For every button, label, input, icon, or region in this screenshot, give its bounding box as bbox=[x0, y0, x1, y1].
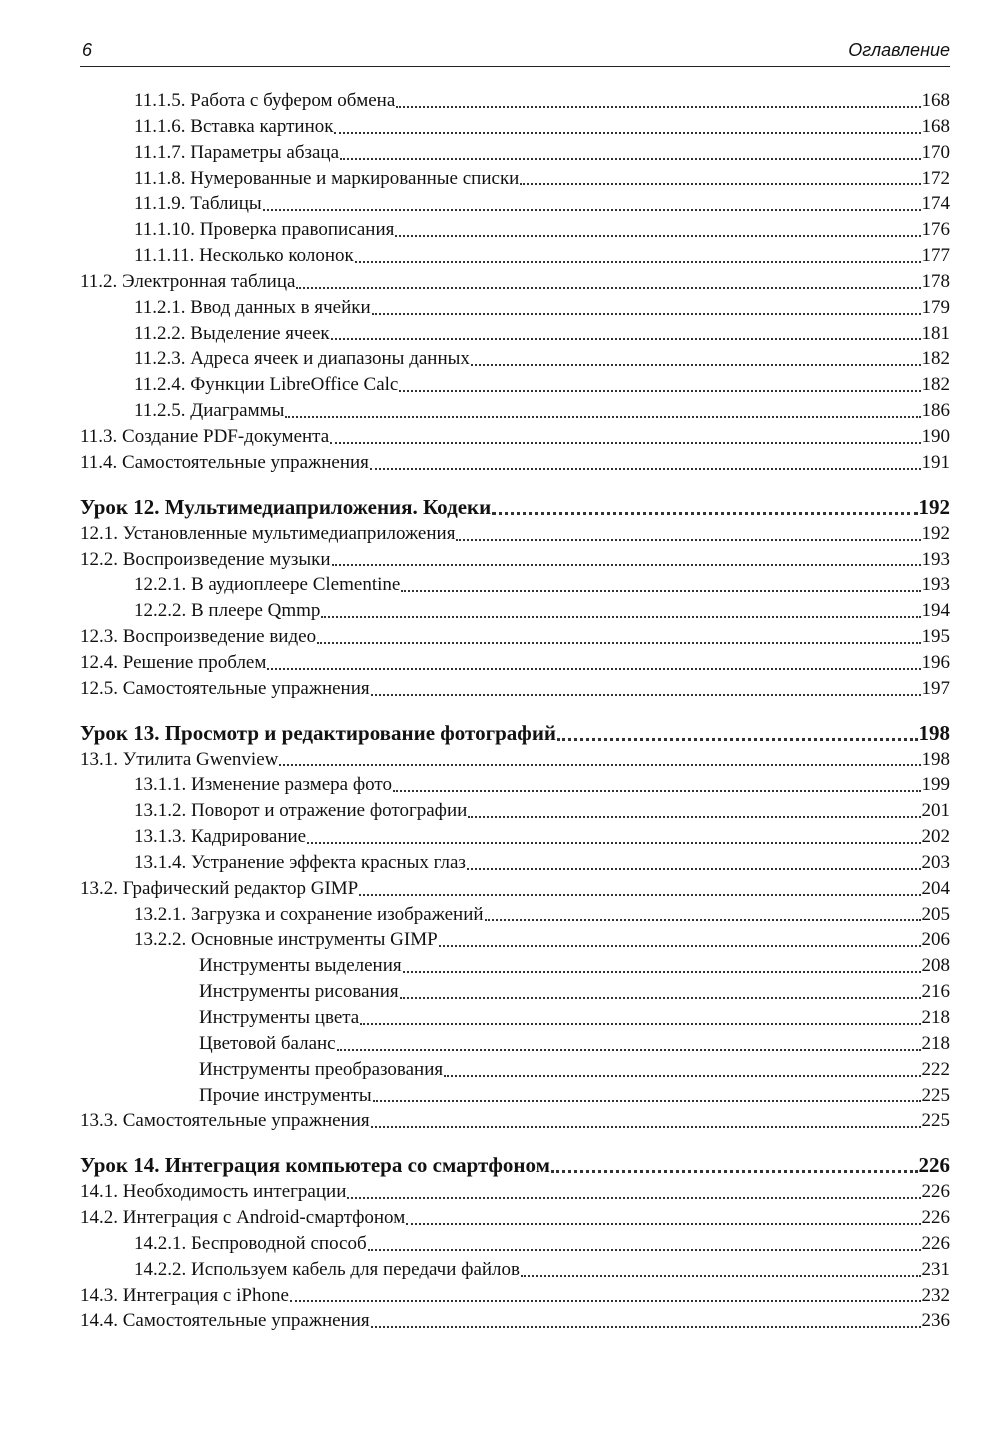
toc-entry-title: 13.2.1. Загрузка и сохранение изображений bbox=[134, 903, 484, 925]
toc-entry-title: 11.2.5. Диаграммы bbox=[134, 400, 285, 422]
toc-entry-page: 205 bbox=[921, 903, 950, 925]
toc-entry-page: 168 bbox=[921, 115, 950, 137]
toc-entry-title: Урок 13. Просмотр и редактирование фотографий bbox=[80, 720, 557, 745]
toc-entry-title: 12.2.1. В аудиоплеере Clementine bbox=[134, 574, 401, 596]
toc-entry-title: Прочие инструменты bbox=[199, 1084, 372, 1106]
dot-leader bbox=[521, 1274, 920, 1277]
section-title: Оглавление bbox=[848, 40, 950, 60]
toc-entry-page: 208 bbox=[921, 955, 950, 977]
toc-entry[interactable] bbox=[80, 1205, 950, 1231]
dot-leader bbox=[368, 1248, 921, 1251]
dot-leader bbox=[267, 667, 920, 670]
dot-leader bbox=[355, 260, 921, 263]
dot-leader bbox=[492, 511, 917, 515]
toc-entry-title: 13.2.2. Основные инструменты GIMP bbox=[134, 929, 438, 951]
toc-entry[interactable] bbox=[80, 850, 950, 876]
toc-entry-page: 193 bbox=[921, 574, 950, 596]
toc-entry[interactable] bbox=[80, 772, 950, 798]
toc-entry-title: 14.1. Необходимость интеграции bbox=[80, 1181, 347, 1203]
toc-entry-title: 11.1.8. Нумерованные и маркированные списки bbox=[134, 167, 520, 189]
dot-leader bbox=[307, 841, 920, 844]
toc-entry-page: 186 bbox=[921, 400, 950, 422]
dot-leader bbox=[371, 1125, 921, 1128]
toc-entry[interactable] bbox=[80, 1108, 950, 1134]
toc-entry[interactable] bbox=[80, 676, 950, 702]
toc-entry[interactable] bbox=[80, 1057, 950, 1083]
toc-entry-page: 192 bbox=[918, 494, 950, 519]
dot-leader bbox=[371, 1325, 921, 1328]
toc-entry-page: 193 bbox=[921, 548, 950, 570]
toc-entry-title: 11.2.1. Ввод данных в ячейки bbox=[134, 296, 371, 318]
toc-entry-title: 14.4. Самостоятельные упражнения bbox=[80, 1310, 370, 1332]
toc-entry[interactable] bbox=[80, 114, 950, 140]
toc-entry[interactable] bbox=[80, 1308, 950, 1334]
toc-entry-page: 236 bbox=[921, 1310, 950, 1332]
toc-entry-page: 231 bbox=[921, 1258, 950, 1280]
toc-entry[interactable] bbox=[80, 1257, 950, 1283]
toc-entry-page: 232 bbox=[921, 1284, 950, 1306]
toc-entry-title: 11.2.3. Адреса ячеек и диапазоны данных bbox=[134, 348, 470, 370]
toc-entry[interactable] bbox=[80, 521, 950, 547]
toc-entry-title: 13.1.3. Кадрирование bbox=[134, 826, 307, 848]
toc-entry[interactable] bbox=[80, 424, 950, 450]
toc-entry[interactable] bbox=[80, 824, 950, 850]
dot-leader bbox=[551, 1169, 918, 1173]
toc-entry-title: 13.1. Утилита Gwenview bbox=[80, 748, 279, 770]
toc-entry-title: 14.2.1. Беспроводной способ bbox=[134, 1232, 367, 1254]
toc-entry-page: 168 bbox=[921, 90, 950, 111]
toc-entry[interactable] bbox=[80, 295, 950, 321]
toc-entry-title: 12.4. Решение проблем bbox=[80, 651, 267, 673]
toc-entry[interactable] bbox=[80, 398, 950, 424]
dot-leader bbox=[520, 182, 920, 185]
toc-entry-page: 218 bbox=[921, 1007, 950, 1028]
dot-leader bbox=[359, 893, 920, 896]
toc-entry-page: 226 bbox=[921, 1232, 950, 1254]
toc-entry-title: Цветовой баланс bbox=[199, 1032, 336, 1054]
dot-leader bbox=[439, 944, 921, 947]
dot-leader bbox=[373, 1099, 921, 1102]
running-header bbox=[80, 38, 950, 67]
toc-entry[interactable] bbox=[80, 269, 950, 295]
dot-leader bbox=[557, 737, 917, 741]
toc-entry[interactable] bbox=[80, 140, 950, 166]
dot-leader bbox=[263, 208, 921, 211]
toc-entry-title: Урок 12. Мультимедиаприложения. Кодеки bbox=[80, 494, 492, 519]
toc-entry-page: 203 bbox=[921, 851, 950, 873]
dot-leader bbox=[332, 563, 921, 566]
toc-entry[interactable] bbox=[80, 1031, 950, 1057]
toc-entry-page: 202 bbox=[921, 826, 950, 848]
toc-entry[interactable] bbox=[80, 798, 950, 824]
toc-entry-title: 11.1.7. Параметры абзаца bbox=[134, 141, 340, 163]
toc-entry[interactable] bbox=[80, 876, 950, 902]
dot-leader bbox=[360, 1022, 920, 1025]
toc-entry-title: 13.3. Самостоятельные упражнения bbox=[80, 1110, 370, 1132]
toc-entry-title: 11.2. Электронная таблица bbox=[80, 270, 296, 292]
toc-entry[interactable] bbox=[80, 598, 950, 624]
dot-leader bbox=[456, 538, 920, 541]
dot-leader bbox=[290, 1299, 921, 1302]
dot-leader bbox=[370, 467, 921, 470]
toc-entry-page: 177 bbox=[921, 245, 950, 267]
toc-entry-title: 14.2. Интеграция с Android-смартфоном bbox=[80, 1207, 406, 1229]
toc-entry-page: 222 bbox=[921, 1058, 950, 1080]
toc-entry[interactable] bbox=[80, 902, 950, 928]
toc-entry[interactable] bbox=[80, 166, 950, 192]
toc-entry[interactable] bbox=[80, 191, 950, 217]
dot-leader bbox=[330, 441, 920, 444]
toc-entry[interactable] bbox=[80, 1231, 950, 1257]
toc-entry-page: 181 bbox=[921, 322, 950, 344]
toc-entry-page: 192 bbox=[921, 522, 950, 544]
toc-entry-title: 11.4. Самостоятельные упражнения bbox=[80, 451, 369, 473]
toc-entry-title: 13.1.2. Поворот и отражение фотографии bbox=[134, 800, 468, 822]
toc-entry-title: Инструменты преобразования bbox=[199, 1058, 444, 1080]
dot-leader bbox=[403, 970, 921, 973]
dot-leader bbox=[371, 693, 921, 696]
toc-entry[interactable] bbox=[80, 88, 950, 114]
toc-entry-title: 11.1.10. Проверка правописания bbox=[134, 219, 395, 241]
dot-leader bbox=[444, 1074, 920, 1077]
dot-leader bbox=[337, 1048, 921, 1051]
toc-entry[interactable] bbox=[80, 346, 950, 372]
toc-entry-title: 14.3. Интеграция с iPhone bbox=[80, 1284, 289, 1306]
dot-leader bbox=[285, 415, 920, 418]
toc-entry-title: 14.2.2. Используем кабель для передачи файлов bbox=[134, 1258, 521, 1280]
toc-entry[interactable] bbox=[80, 747, 950, 773]
toc-entry-title: 13.2. Графический редактор GIMP bbox=[80, 877, 359, 899]
toc-entry-title: 11.1.11. Несколько колонок bbox=[134, 245, 354, 267]
toc-entry-page: 225 bbox=[921, 1084, 950, 1106]
toc-chapter-entry[interactable] bbox=[80, 1151, 950, 1179]
toc-entry[interactable] bbox=[80, 547, 950, 573]
toc-chapter-entry[interactable] bbox=[80, 719, 950, 747]
toc-entry-page: 218 bbox=[921, 1032, 950, 1054]
toc-entry[interactable] bbox=[80, 1283, 950, 1309]
toc-entry-page: 198 bbox=[921, 748, 950, 770]
toc-entry-title: 12.5. Самостоятельные упражнения bbox=[80, 677, 370, 699]
toc-entry[interactable] bbox=[80, 243, 950, 269]
toc-entry-page: 176 bbox=[921, 219, 950, 241]
dot-leader bbox=[331, 337, 921, 340]
toc-entry-title: 11.2.2. Выделение ячеек bbox=[134, 322, 330, 344]
toc-entry-title: Урок 14. Интеграция компьютера со смартфоном bbox=[80, 1153, 550, 1178]
toc-entry[interactable] bbox=[80, 572, 950, 598]
toc-entry-title: 11.1.5. Работа с буфером обмена bbox=[134, 90, 396, 111]
dot-leader bbox=[471, 363, 921, 366]
dot-leader bbox=[400, 996, 921, 999]
dot-leader bbox=[321, 615, 920, 618]
dot-leader bbox=[399, 389, 920, 392]
dot-leader bbox=[467, 867, 921, 870]
toc-entry-page: 204 bbox=[921, 877, 950, 899]
toc-entry-title: 12.1. Установленные мультимедиаприложения bbox=[80, 522, 456, 544]
table-of-contents bbox=[80, 88, 950, 1334]
toc-entry-page: 182 bbox=[921, 374, 950, 396]
toc-entry-page: 197 bbox=[921, 677, 950, 699]
toc-entry-title: 12.3. Воспроизведение видео bbox=[80, 626, 317, 648]
toc-entry-title: 13.1.1. Изменение размера фото bbox=[134, 774, 392, 796]
toc-entry-page: 191 bbox=[921, 451, 950, 473]
toc-entry[interactable] bbox=[80, 624, 950, 650]
toc-entry-page: 190 bbox=[921, 425, 950, 447]
toc-entry-page: 198 bbox=[918, 720, 950, 745]
toc-entry[interactable] bbox=[80, 1005, 950, 1031]
toc-entry[interactable] bbox=[80, 450, 950, 476]
toc-entry-page: 174 bbox=[921, 193, 950, 215]
dot-leader bbox=[372, 312, 921, 315]
dot-leader bbox=[406, 1222, 920, 1225]
toc-entry-page: 226 bbox=[921, 1207, 950, 1229]
toc-entry-page: 195 bbox=[921, 626, 950, 648]
toc-entry-page: 206 bbox=[921, 929, 950, 951]
toc-entry-title: 11.3. Создание PDF-документа bbox=[80, 425, 330, 447]
toc-entry[interactable] bbox=[80, 321, 950, 347]
toc-entry[interactable] bbox=[80, 927, 950, 953]
toc-entry-page: 201 bbox=[921, 800, 950, 822]
toc-entry-title: Инструменты выделения bbox=[199, 955, 402, 977]
dot-leader bbox=[395, 234, 920, 237]
toc-entry[interactable] bbox=[80, 979, 950, 1005]
toc-entry-page: 196 bbox=[921, 651, 950, 673]
toc-entry-page: 170 bbox=[921, 141, 950, 163]
dot-leader bbox=[279, 763, 920, 766]
toc-entry-title: 13.1.4. Устранение эффекта красных глаз bbox=[134, 851, 466, 873]
toc-entry-page: 178 bbox=[921, 270, 950, 292]
toc-entry-page: 216 bbox=[921, 981, 950, 1003]
toc-entry-title: 12.2. Воспроизведение музыки bbox=[80, 548, 331, 570]
dot-leader bbox=[317, 641, 920, 644]
toc-entry-title: 11.2.4. Функции LibreOffice Calc bbox=[134, 374, 399, 396]
dot-leader bbox=[393, 789, 921, 792]
dot-leader bbox=[468, 815, 920, 818]
toc-entry-title: Инструменты рисования bbox=[199, 981, 399, 1003]
toc-entry[interactable] bbox=[80, 650, 950, 676]
dot-leader bbox=[396, 105, 920, 108]
toc-entry[interactable] bbox=[80, 372, 950, 398]
toc-entry-page: 179 bbox=[921, 296, 950, 318]
toc-entry[interactable] bbox=[80, 217, 950, 243]
dot-leader bbox=[347, 1196, 920, 1199]
toc-entry-page: 225 bbox=[921, 1110, 950, 1132]
toc-entry[interactable] bbox=[80, 953, 950, 979]
toc-entry[interactable] bbox=[80, 1179, 950, 1205]
page-number: 6 bbox=[82, 40, 93, 60]
dot-leader bbox=[401, 589, 920, 592]
dot-leader bbox=[296, 286, 920, 289]
dot-leader bbox=[334, 131, 920, 134]
toc-entry-page: 226 bbox=[921, 1181, 950, 1203]
toc-entry-page: 199 bbox=[921, 774, 950, 796]
dot-leader bbox=[485, 918, 921, 921]
dot-leader bbox=[340, 157, 920, 160]
toc-entry-page: 194 bbox=[921, 600, 950, 622]
toc-entry-title: 12.2.2. В плеере Qmmp bbox=[134, 600, 321, 622]
toc-entry-page: 172 bbox=[921, 167, 950, 189]
toc-chapter-entry[interactable] bbox=[80, 493, 950, 521]
toc-entry-title: Инструменты цвета bbox=[199, 1007, 360, 1028]
toc-entry[interactable] bbox=[80, 1083, 950, 1109]
toc-entry-page: 182 bbox=[921, 348, 950, 370]
toc-entry-title: 11.1.6. Вставка картинок bbox=[134, 115, 334, 137]
toc-entry-title: 11.1.9. Таблицы bbox=[134, 193, 262, 215]
toc-entry-page: 226 bbox=[918, 1153, 950, 1178]
